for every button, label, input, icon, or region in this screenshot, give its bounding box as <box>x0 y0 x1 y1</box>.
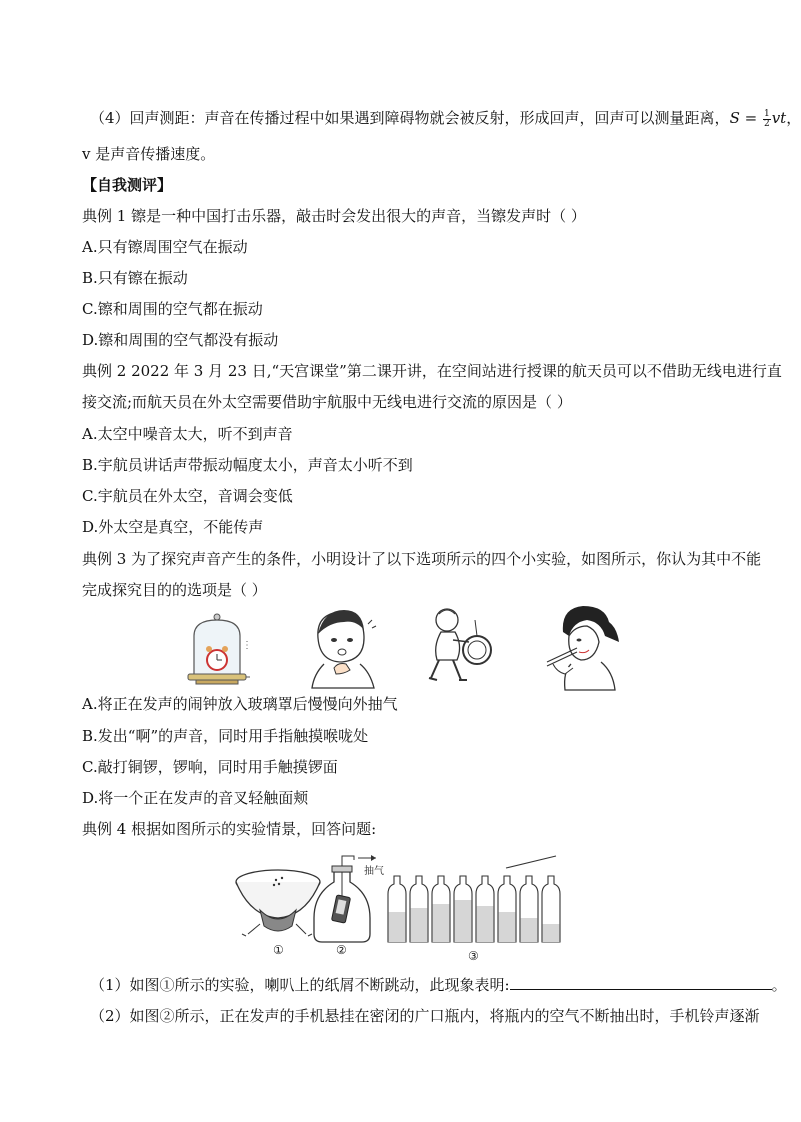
tuning-fork-figure <box>543 602 623 690</box>
fraction-denominator: 2 <box>763 118 770 129</box>
fraction-numerator: 1 <box>763 108 770 119</box>
p4-line-2: v 是声音传播速度。 <box>82 145 216 163</box>
q2-option-c: C.宇航员在外太空，音调会变低 <box>82 487 293 505</box>
bell-jar-figure <box>182 612 252 690</box>
fig-label-3: ③ <box>468 949 479 963</box>
q4-sub-2: （2）如图②所示，正在发声的手机悬挂在密闭的广口瓶内，将瓶内的空气不断抽出时，手机铃声逐渐 <box>90 1007 760 1025</box>
answer-blank[interactable] <box>510 975 772 990</box>
q2-stem-2: 接交流;而航天员在外太空需要借助宇航服中无线电进行交流的原因是（ ） <box>82 393 572 411</box>
q1-stem: 典例 1 镲是一种中国打击乐器，敲击时会发出很大的声音，当镲发声时（ ） <box>82 207 586 225</box>
q1-option-c: C.镲和周围的空气都在振动 <box>82 300 263 318</box>
q3-stem-2: 完成探究目的的选项是（ ） <box>82 581 267 599</box>
formula-end: ， <box>786 109 801 127</box>
q3-option-d: D.将一个正在发声的音叉轻触面颊 <box>82 789 309 807</box>
q2-option-d: D.外太空是真空，不能传声 <box>82 518 264 536</box>
q4-sub1-text: （1）如图①所示的实验，喇叭上的纸屑不断跳动，此现象表明: <box>90 976 510 994</box>
q3-option-c: C.敲打铜锣，锣响，同时用手触摸锣面 <box>82 758 338 776</box>
q4-sub-1 <box>90 975 787 995</box>
q1-option-b: B.只有镲在振动 <box>82 269 188 287</box>
formula-eq: = <box>739 109 762 127</box>
q4-sub1-end: 。 <box>771 976 787 994</box>
q3-stem-1: 典例 3 为了探究声音产生的条件，小明设计了以下选项所示的四个小实验，如图所示，你认为其中不能 <box>82 550 762 568</box>
jar-apparatus <box>314 855 384 942</box>
q2-option-b: B.宇航员讲话声带振动幅度太小，声音太小听不到 <box>82 456 413 474</box>
formula-vt: vt <box>771 109 787 127</box>
q1-option-d: D.镲和周围的空气都没有振动 <box>82 331 279 349</box>
p4-text: （4）回声测距：声音在传播过程中如果遇到障碍物就会被反射，形成回声，回声可以测量距离， <box>90 109 730 127</box>
gong-figure <box>423 606 499 688</box>
formula-s: S <box>729 109 740 127</box>
q4-stem: 典例 4 根据如图所示的实验情景，回答问题: <box>82 820 377 838</box>
q3-option-b: B.发出“啊”的声音，同时用手指触摸喉咙处 <box>82 727 369 745</box>
fig-label-2: ② <box>336 943 347 957</box>
speaker-apparatus <box>236 870 320 936</box>
q3-option-a: A.将正在发声的闹钟放入玻璃罩后慢慢向外抽气 <box>82 695 398 713</box>
bottles-apparatus <box>388 856 560 942</box>
q1-option-a: A.只有镲周围空气在振动 <box>82 238 248 256</box>
pump-label: 抽气 <box>364 866 384 877</box>
dots-mark: ⋮ <box>242 640 252 651</box>
q4-figure <box>230 850 570 962</box>
q2-option-a: A.太空中噪音太大，听不到声音 <box>82 425 293 443</box>
q2-stem-1: 典例 2 2022 年 3 月 23 日,“天宫课堂”第二课开讲，在空间站进行授课的航天员可以不借助无线电进行直 <box>82 362 782 380</box>
fig-label-1: ① <box>273 943 284 957</box>
section-title: 【自我测评】 <box>82 176 173 194</box>
boy-throat-figure <box>304 604 382 688</box>
formula-fraction <box>763 110 771 129</box>
p4-line-1 <box>90 108 801 129</box>
